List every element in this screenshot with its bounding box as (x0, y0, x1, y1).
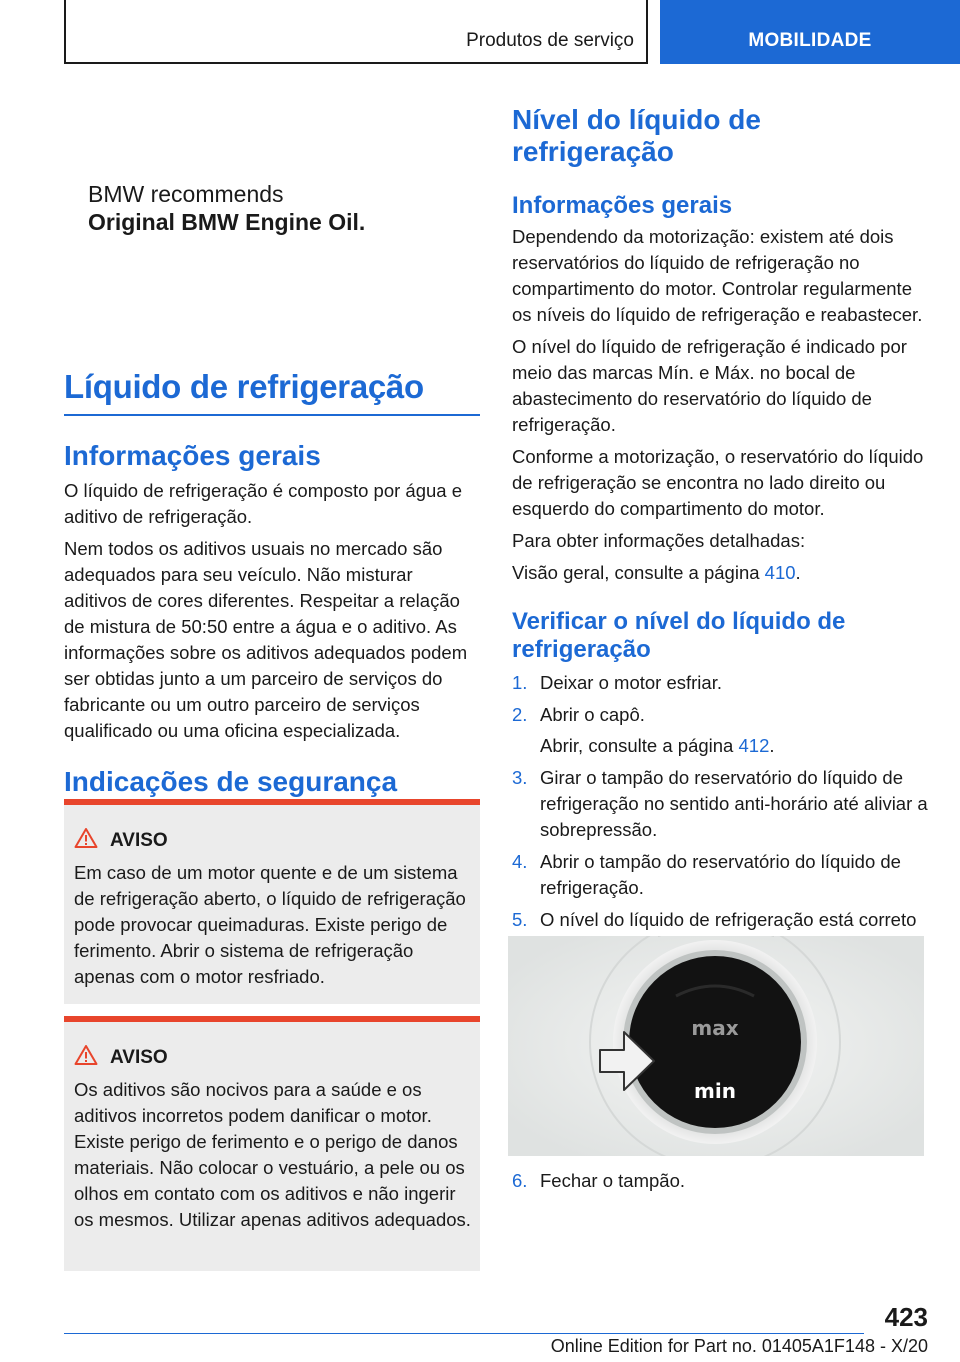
step-text: Girar o tampão do reservatório do líquido de refrigeração no sentido anti-horário até aliviar a sobrepressão. (540, 767, 928, 840)
warning-text: Em caso de um motor quente e de um sistema de refrigeração aberto, o líquido de refrigeração pode provocar queimaduras. Existe perigo de ferimento. Abrir o sistema de refrigeração apenas com o motor resfriado. (74, 862, 466, 987)
chapter-tab-label: MOBILIDADE (748, 30, 872, 51)
warning-title: AVISO (110, 829, 168, 851)
general-info-p1: O líquido de refrigeração é composto por água e aditivo de refrigeração. (64, 480, 462, 527)
step-text: Fechar o tampão. (540, 1170, 685, 1191)
section-tab-label: Produtos de serviço (466, 30, 634, 51)
warning-box-2 (64, 1016, 480, 1271)
left-column (64, 368, 480, 798)
warning-text: Os aditivos são nocivos para a saúde e os aditivos incorretos podem danificar o motor. Existe perigo de ferimento e o perigo de danos materiais. Não colocar o vestuário, a pele ou os olhos em contato com os aditivos e não ingerir os mesmos. Utilizar apenas aditivos adequados. (74, 1079, 471, 1230)
step-item (512, 670, 928, 696)
step-item (512, 765, 928, 843)
sub-end: . (769, 735, 775, 756)
right-p2: O nível do líquido de refrigeração é indicado por meio das marcas Mín. e Máx. no bocal de abastecimento do reservatório do líquido de refrigeração. (512, 336, 907, 435)
right-general-heading: Informações gerais (512, 192, 733, 219)
step-number: 6. (512, 1170, 528, 1191)
check-level-heading: Verificar o nível do líquido de refrigeração (512, 608, 846, 663)
max-mark: max (691, 1016, 739, 1040)
check-steps (512, 670, 928, 959)
coolant-cap-image (508, 936, 924, 1156)
general-info-heading: Informações gerais (64, 440, 321, 471)
step-text: O nível do líquido de refrigeração está correto (540, 909, 917, 930)
step-text: Deixar o motor esfriar. (540, 672, 722, 693)
coolant-cap-illustration (508, 936, 924, 1156)
right-p5 (512, 560, 928, 586)
page-number: 423 (884, 1302, 928, 1332)
general-info-p2: Nem todos os aditivos usuais no mercado são adequados para seu veículo. Não misturar aditivos de cores diferentes. Respeitar a relação de mistura de 50:50 entre a água e o aditivo. As informações sobre os aditivos adequados podem ser obtidas junto a um parceiro de serviços do fabricante ou um outro parceiro de serviços qualificado ou uma oficina especializada. (64, 538, 468, 741)
ad-line-1: BMW recommends (88, 181, 284, 207)
step-text: Abrir o tampão do reservatório do líquido de refrigeração. (540, 851, 901, 898)
min-mark: min (694, 1079, 736, 1103)
edition-line: Online Edition for Part no. 01405A1F148 - X/20 (550, 1336, 928, 1356)
right-p4: Para obter informações detalhadas: (512, 530, 806, 551)
step-item (512, 849, 928, 901)
right-p3: Conforme a motorização, o reservatório do líquido de refrigeração se encontra no lado direito ou esquerdo do compartimento do motor. (512, 446, 924, 519)
warning-header (74, 1044, 472, 1071)
warning-triangle-icon (74, 827, 98, 854)
warning-box-1 (64, 799, 480, 1004)
step-number: 5. (512, 909, 528, 930)
warning-title: AVISO (110, 1046, 168, 1068)
right-column (512, 104, 928, 965)
step-number: 2. (512, 704, 528, 725)
title-rule (64, 414, 480, 416)
bmw-oil-ad (88, 180, 365, 236)
footer-rule (64, 1333, 864, 1334)
warning-triangle-icon (74, 1044, 98, 1071)
step-number: 1. (512, 672, 528, 693)
coolant-title: Líquido de refrigeração (64, 368, 424, 405)
sub-text: Abrir, consulte a página (540, 735, 739, 756)
ad-line-2: Original BMW Engine Oil. (88, 209, 366, 235)
page-link-412[interactable]: 412 (738, 735, 770, 756)
page-link-410[interactable]: 410 (764, 562, 796, 583)
step-item (512, 702, 928, 759)
step-number: 4. (512, 851, 528, 872)
p5-text: Visão geral, consulte a página (512, 562, 765, 583)
final-step (512, 1168, 928, 1200)
right-p1: Dependendo da motorização: existem até dois reservatórios do líquido de refrigeração no compartimento do motor. Controlar regularmente os níveis do líquido de refrigeração e reabastecer. (512, 226, 923, 325)
step-subtext (540, 733, 928, 759)
step-text: Abrir o capô. (540, 704, 645, 725)
section-tab[interactable] (64, 0, 648, 64)
warning-header (74, 827, 472, 854)
safety-heading: Indicações de segurança (64, 766, 398, 797)
chapter-tab[interactable] (660, 0, 960, 64)
p5-end: . (795, 562, 801, 583)
coolant-level-title: Nível do líquido de refrigeração (512, 104, 761, 167)
step-number: 3. (512, 767, 528, 788)
step-item (512, 1168, 928, 1194)
